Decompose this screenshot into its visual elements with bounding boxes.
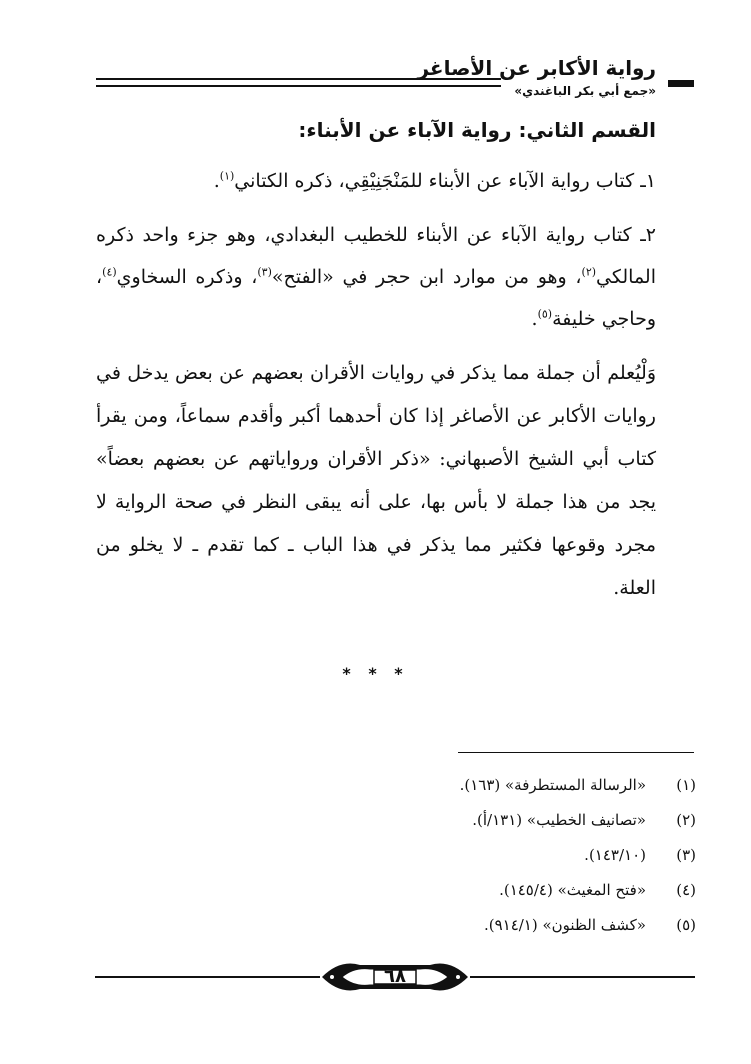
list-item-1 [96,160,656,202]
item-text: ٢ـ كتاب رواية الآباء عن الأبناء للخطيب البغدادي، وهو جزء واحد ذكره المالكي [96,224,656,288]
header-mark [668,80,694,87]
section-separator: * * * [342,664,409,683]
footnote-ref-1: (١) [219,169,235,183]
footnote-number: (٥) [676,916,696,934]
footnote-number: (٢) [676,811,696,829]
footnote-ref-3: (٣) [257,265,272,279]
item-end: . [531,308,538,330]
footnote-text: «الرسالة المستطرفة» (١٦٣). [459,776,646,794]
body-paragraph: وَلْيُعلم أن جملة مما يذكر في روايات الأقران بعضهم عن بعض يدخل في روايات الأكابر عن الأصاغر إذا كان أحدهما أكبر وأقدم سماعاً، ومن يقرأ كتاب أبي الشيخ الأصبهاني: «ذكر الأقران ورواياتهم عن بعضهم بعضاً» يجد من هذا جملة لا بأس بها، على أنه يبقى النظر في صحة الرواية لا مجرد وقوعها فكثير مما يذكر في هذا الباب ـ كما تقدم ـ لا يخلو من العلة. [96,362,656,599]
footnote [96,873,696,908]
footnote-number: (٣) [676,846,696,864]
footnote [96,803,696,838]
footnote-ref-4: (٤) [102,265,117,279]
footnote-text: «كشف الظنون» (٩١٤/١). [483,916,646,934]
page-number-ornament [320,957,470,997]
footnote-text: «تصانيف الخطيب» (١٣١/أ). [472,811,646,829]
footnote-ref-5: (٥) [537,307,553,321]
footnote-number: (١) [676,776,696,794]
page-number: ٦٨ [384,966,406,987]
footnote [96,838,696,873]
body-text [96,118,656,610]
footer-rule-right [470,976,695,978]
item-text: ، وذكره السخاوي [116,266,258,288]
item-end: . [213,170,220,192]
footnote-rule [458,752,694,753]
running-header-subtitle: «جمع أبي بكر الباغندي» [514,84,656,98]
running-header-title: رواية الأكابر عن الأصاغر [417,56,656,80]
item-text: ، وهو من موارد ابن حجر في «الفتح» [271,266,582,288]
footnote [96,908,696,943]
footnotes [96,768,696,943]
footnote-text: «فتح المغيث» (١٤٥/٤). [499,881,646,899]
footnote-ref-2: (٢) [581,265,597,279]
item-text: ١ـ كتاب رواية الآباء عن الأبناء للمَنْجَنِيْقِي، ذكره الكتاني [234,170,656,192]
footnote-number: (٤) [676,881,696,899]
running-header [96,50,696,110]
footer-rule-left [95,976,320,978]
footnote-text: (١٤٣/١٠). [584,846,646,864]
section-heading: القسم الثاني: رواية الآباء عن الأبناء: [298,118,656,142]
list-item-2 [96,214,656,340]
item-text: ، وحاجي خليفة [96,266,656,330]
footnote [96,768,696,803]
